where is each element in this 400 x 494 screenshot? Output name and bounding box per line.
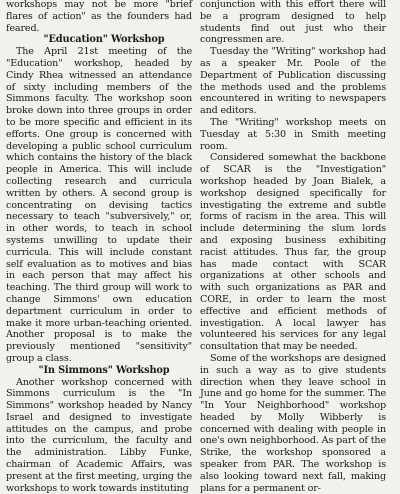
article-column-right	[200, 0, 386, 400]
article-column-left	[6, 0, 192, 400]
article-continuation-text: workshops may not be more "brief flares of action" as the founders had feared.	[6, 0, 192, 34]
article-paragraph: The April 21st meeting of the "Education" workshop, headed by Cindy Rhea witnessed an attendance of sixty including members of the Simmons faculty. The workshop soon broke down into three groups in order to be more specific and efficient in its efforts. One group is concerned with developing a public school curriculum which contains the history of the black people in America. This will include collecting research and curricula written by others. A second group is concentrating on devising tactics necessary to teach "subversively," or, in other words, to teach in school systems unwilling to update their curricula. This will include constant self evaluation as to motives and bias in each person that may affect his teaching. The third group will work to change Simmons' own education department curriculum in order to make it more urban-teaching oriented. Another proposal is to make the previously mentioned "sensitivity" group a class.	[6, 46, 192, 365]
article-paragraph: Some of the workshops are designed in such a way as to give students direction when they leave school in June and go home for the summer. The "In Your Neighborhood" workshop headed by Molly Wibberly is concerned with dealing with people in one's own neighborhood. As part of the Strike, the workshop sponsored a speaker from PAR. The workshop is also looking toward next fall, making plans for a permanent or-	[200, 353, 386, 494]
section-heading-in-simmons-workshop: "In Simmons" Workshop	[6, 365, 192, 377]
article-continuation-text: conjunction with this effort there will be a program designed to help students find out just who their congressmen are.	[200, 0, 386, 46]
article-paragraph: Another workshop concerned with Simmons curriculum is the "In Simmons" workshop headed by Nancy Israel and designed to investigate attitudes on the campus, and probe into the curriculum, the faculty and the administration. Libby Funke, chairman of Academic Affairs, was present at the first meeting, urging the workshops to work towards instituting	[6, 377, 192, 494]
article-paragraph: Considered somewhat the backbone of SCAR is the "Investigation" workshop headed by Joan Bialek, a workshop designed specifically for investigating the extreme and subtle forms of racism in the area. This will include determining the slum lords and exposing business exhibiting racist attitudes. Thus far, the group has made contact with SCAR organizations at other schools and with such organizations as PAR and CORE, in order to learn the most effective and efficient methods of investigation. A local lawyer has volunteered his services for any legal consultation that may be needed.	[200, 152, 386, 353]
section-heading-education-workshop: "Education" Workshop	[6, 34, 192, 46]
article-paragraph: Tuesday the "Writing" workshop had as a speaker Mr. Poole of the Department of Publication discussing the methods used and the problems encountered in writing to newspapers and editors.	[200, 46, 386, 117]
article-paragraph: The "Writing" workshop meets on Tuesday at 5:30 in Smith meeting room.	[200, 117, 386, 152]
